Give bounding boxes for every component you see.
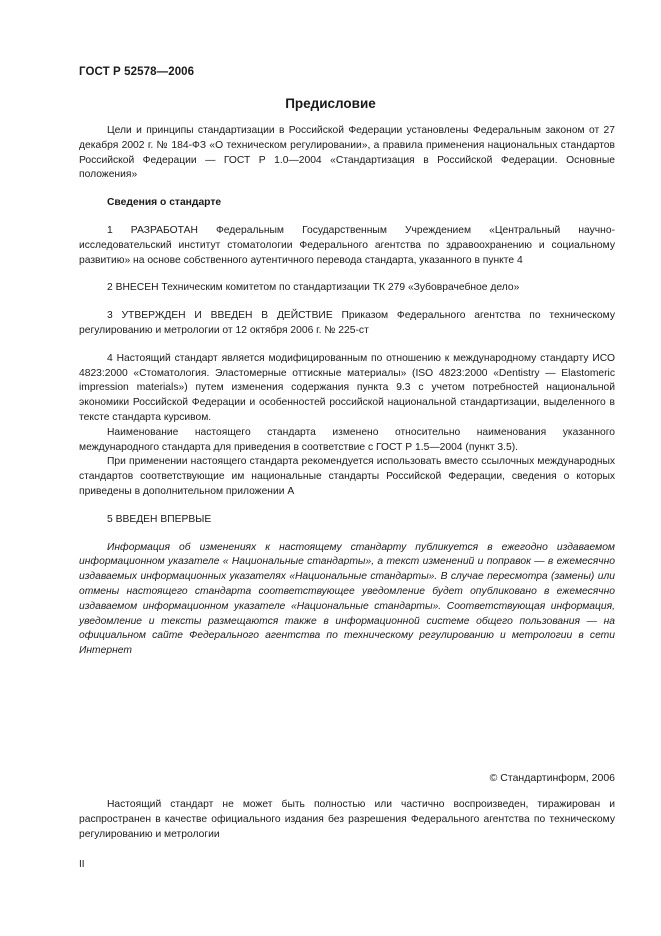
standard-info-subheading: Сведения о стандарте (107, 197, 222, 209)
page-number: II (79, 859, 85, 870)
item-4-paragraph: 4 Настоящий стандарт является модифицированным по отношению к международному стандарту ИСО 4823:2000 «Стоматология. Эластомерные оттискные материалы» (ISO 4823:2000 «Dentistry — Elastomeric impression materials») путем изменения содержания пункта 9.3 с учетом потребностей национальной экономики Российской Федерации и особенностей российской национальной стандартизации, выделенного в тексте стандарта курсивом. (79, 352, 615, 423)
item-5-paragraph: 5 ВВЕДЕН ВПЕРВЫЕ (107, 513, 212, 525)
item-3-paragraph: 3 УТВЕРЖДЕН И ВВЕДЕН В ДЕЙСТВИЕ Приказом Федерального агентства по техническому регулированию и метрологии от 12 октября 2006 г. № 225-ст (79, 310, 615, 336)
amendments-notice-paragraph: Информация об изменениях к настоящему стандарту публикуется в ежегодно издаваемом информационном указателе « Национальные стандарты», а текст изменений и поправок — в ежемесячно издаваемых информационных указателях «Национальные стандарты». В случае пересмотра (замены) или отмены настоящего стандарта соответствующее уведомление будет опубликовано в ежемесячно издаваемом информационном указателе «Национальные стандарты». Соответствующая информация, уведомление и тексты размещаются также в информационной системе общего пользования — на официальном сайте Федерального агентства по техническому регулированию и метрологии в сети Интернет (79, 541, 615, 657)
preface-body (79, 124, 615, 659)
item-2-paragraph: 2 ВНЕСЕН Техническим комитетом по стандартизации ТК 279 «Зубоврачебное дело» (107, 282, 520, 294)
item-4-name-change-paragraph: Наименование настоящего стандарта изменено относительно наименования указанного международного стандарта для приведения в соответствие с ГОСТ Р 1.5—2004 (пункт 3.5). (79, 426, 615, 453)
reproduction-notice (79, 798, 615, 842)
copyright-line: © Стандартинформ, 2006 (489, 772, 615, 784)
document-code-header: ГОСТ Р 52578—2006 (79, 66, 195, 78)
reproduction-notice-text: Настоящий стандарт не может быть полностью или частично воспроизведен, тиражирован и распространен в качестве официального издания без разрешения Федерального агентства по техническому регулированию и метрологии (79, 799, 615, 840)
item-1-paragraph: 1 РАЗРАБОТАН Федеральным Государственным Учреждением «Центральный научно-исследовательский институт стоматологии Федерального агентства по здравоохранению и социальному развитию» на основе собственного аутентичного перевода стандарта, указанного в пункте 4 (79, 224, 615, 266)
item-4-references-paragraph: При применении настоящего стандарта рекомендуется использовать вместо ссылочных международных стандартов соответствующие им национальные стандарты Российской Федерации, сведения о которых приведены в дополнительном приложении А (79, 456, 615, 497)
intro-paragraph: Цели и принципы стандартизации в Российской Федерации установлены Федеральным законом от 27 декабря 2002 г. № 184-ФЗ «О техническом регулировании», а правила применения национальных стандартов Российской Федерации — ГОСТ Р 1.0—2004 «Стандартизация в Российской Федерации. Основные положения» (79, 125, 615, 181)
page-title: Предисловие (285, 96, 376, 111)
